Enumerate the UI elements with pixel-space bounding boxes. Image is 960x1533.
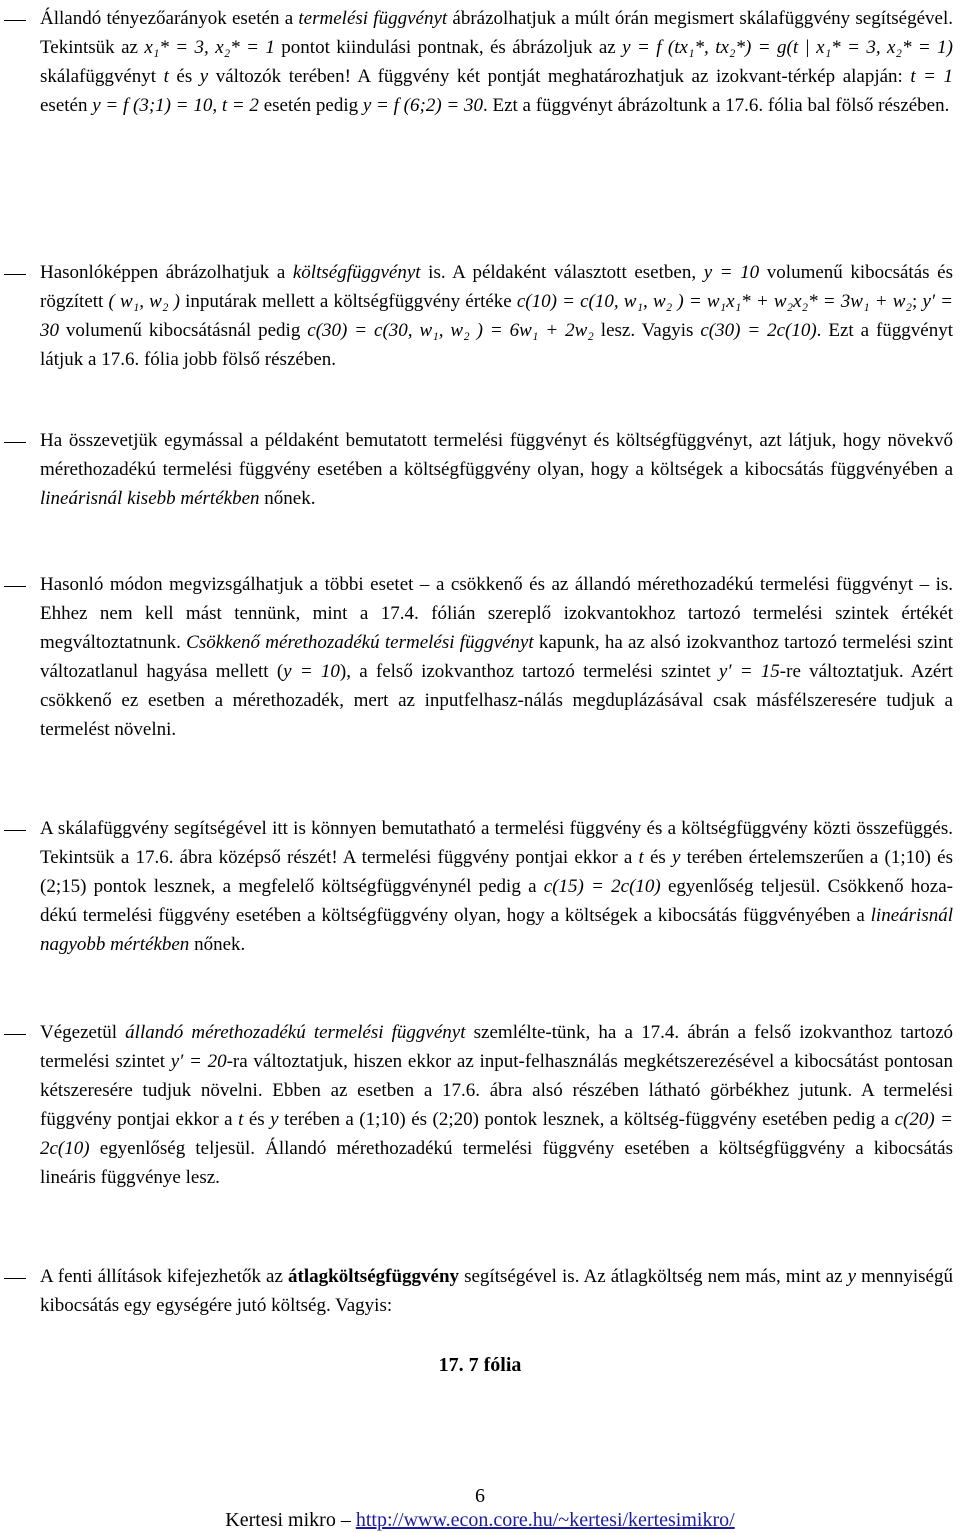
formula: y′ = 20 bbox=[170, 1051, 227, 1072]
formula: t = 1 bbox=[910, 66, 954, 87]
formula: c(20) = 2c(10) bbox=[40, 1109, 953, 1159]
variable: y bbox=[270, 1109, 279, 1130]
text: inputárak mellett a költségfüggvény értéke bbox=[179, 291, 517, 312]
text: terében a (1;10) és (2;20) pontok lesznek, a költség-függvény esetében pedig a bbox=[278, 1109, 895, 1130]
text: Hasonlóképpen ábrázolhatjuk a bbox=[40, 262, 293, 283]
footer-link[interactable]: http://www.econ.core.hu/~kertesi/kertesimikro/ bbox=[355, 1509, 735, 1531]
formula: y = 10 bbox=[703, 262, 760, 283]
text: esetén pedig bbox=[258, 95, 363, 116]
text: szemlélte-tünk, ha a 17.4. ábrán a felső izokvanthoz tartozó termelési szintet bbox=[40, 1022, 954, 1072]
page-number: 6 bbox=[475, 1485, 485, 1507]
formula: t = 2 bbox=[221, 95, 259, 116]
text: Ha összevetjük egymással a példaként bemutatott termelési függvényt és költségfüggvényt, azt látjuk, hogy növekvő mérethozadékú termelési függvény esetében a költségfüggvény olyan, hogy a költségek a kibocsátás függvényében a bbox=[40, 430, 953, 480]
variable: t bbox=[163, 66, 169, 87]
text: Hasonló módon megvizsgálhatjuk a többi esetet – a csökkenő és az állandó mérethozadékú termelési függvényt – is. Ehhez nem kell mást tennünk, mint a 17.4. fólián szereplő izokvantokhoz tartozó termelési szintek értékét megváltoztatnunk. bbox=[40, 574, 953, 653]
text: és bbox=[243, 1109, 271, 1130]
paragraph-4 bbox=[40, 570, 953, 744]
text: kapunk, ha az alsó izokvanthoz tartozó termelési szint változatlanul hagyása mellett ( bbox=[40, 632, 953, 682]
variable: y bbox=[847, 1266, 857, 1287]
page-footer bbox=[0, 1509, 960, 1532]
variable: y bbox=[672, 847, 681, 868]
formula: ( w₁, w₂ ) bbox=[108, 291, 180, 312]
text: egyenlőség teljesül. Állandó mérethozadékú termelési függvény esetében a költségfüggvény a kibocsátás lineáris függvénye lesz. bbox=[40, 1138, 953, 1188]
dash-bullet bbox=[4, 442, 26, 443]
text: . Ezt a függvényt ábrázoltunk a 17.6. fólia bal fölső részében. bbox=[482, 95, 950, 116]
text: terében értelemszerűen a (1;10) és (2;15) pontok lesznek, a megfelelő költségfüggvénynél pedig a bbox=[40, 847, 953, 897]
paragraph-1 bbox=[40, 4, 953, 120]
paragraph-5 bbox=[40, 814, 953, 959]
formula: y = f (3;1) = 10 bbox=[92, 95, 213, 116]
formula: y′ = 15 bbox=[718, 661, 780, 682]
text: változók terében! A függvény két pontját meghatározhatjuk az izokvant-térkép alapján: bbox=[208, 66, 911, 87]
bold-term: átlagköltségfüggvény bbox=[288, 1266, 460, 1287]
text: skálafüggvényt bbox=[40, 66, 164, 87]
text: pontot kiindulási pontnak, és ábrázoljuk az bbox=[274, 37, 623, 58]
paragraph-2 bbox=[40, 258, 953, 374]
formula: c(10) = c(10, w₁, w₂ ) = w₁x₁* + w₂x₂* = 3w₁ + w₂ bbox=[516, 291, 912, 312]
paragraph-3 bbox=[40, 426, 953, 513]
paragraph-7 bbox=[40, 1262, 953, 1320]
text: volumenű kibocsátás és rögzített bbox=[40, 262, 953, 312]
dash-bullet bbox=[4, 830, 26, 831]
variable: t bbox=[638, 847, 644, 868]
text: ; bbox=[911, 291, 923, 312]
text: A skálafüggvény segítségével itt is könnyen bemutatható a termelési függvény és a költségfüggvény közti összefüggés. Tekintsük a 17.6. ábra középső részét! A termelési függvény pontjai ekkor a bbox=[40, 818, 953, 868]
text: Végezetül bbox=[40, 1022, 126, 1043]
formula: y = 10 bbox=[283, 661, 340, 682]
formula: x₁* = 3, x₂* = 1 bbox=[144, 37, 275, 58]
dash-bullet bbox=[4, 1034, 26, 1035]
text: esetén bbox=[40, 95, 93, 116]
text: -re változtatjuk. Azért csökkenő ez esetben a mérethozadék, mert az inputfelhasz-nálás megduplázásával csak másfélszeresére tudjuk a termelést növelni. bbox=[40, 661, 953, 740]
dash-bullet bbox=[4, 20, 26, 21]
text: nőnek. bbox=[189, 934, 246, 955]
text: . Ezt a függvényt látjuk a 17.6. fólia jobb fölső részében. bbox=[40, 320, 953, 370]
text: -ra változtatjuk, hiszen ekkor az input-felhasználás megkétszerezésével a kibocsátást pontosan kétszeresére tudjuk növelni. Ebben az esetben a 17.6. ábra alsó részében látható görbékhez jutunk. A termelési függvény pontjai ekkor a bbox=[40, 1051, 953, 1130]
text: , bbox=[212, 95, 222, 116]
emphasis: lineárisnál nagyobb mértékben bbox=[40, 905, 953, 955]
formula: y = f (6;2) = 30 bbox=[362, 95, 483, 116]
text: volumenű kibocsátásnál pedig bbox=[59, 320, 308, 341]
formula: c(15) = 2c(10) bbox=[543, 876, 661, 897]
dash-bullet bbox=[4, 586, 26, 587]
text: A fenti állítások kifejezhetők az bbox=[40, 1266, 289, 1287]
text: egyenlőség teljesül. Csökkenő hoza-dékú termelési függvény esetében a költségfüggvény olyan, hogy a költségek a kibocsátás függvényében a bbox=[40, 876, 954, 926]
formula: y = f (tx₁*, tx₂*) = g(t | x₁* = 3, x₂* = 1) bbox=[622, 37, 953, 58]
formula: c(30) = 2c(10) bbox=[700, 320, 817, 341]
text: Állandó tényezőarányok esetén a bbox=[40, 8, 299, 29]
text: és bbox=[168, 66, 200, 87]
footer-separator: – bbox=[340, 1509, 351, 1531]
text: lesz. Vagyis bbox=[593, 320, 701, 341]
variable: y bbox=[199, 66, 209, 87]
emphasis: lineárisnál kisebb mértékben bbox=[40, 488, 260, 509]
emphasis: termelési függvényt bbox=[298, 8, 448, 29]
paragraph-6 bbox=[40, 1018, 953, 1192]
formula: y′ = 30 bbox=[40, 291, 954, 341]
emphasis: Csökkenő mérethozadékú termelési függvényt bbox=[186, 632, 534, 653]
text: is. A példaként választott esetben, bbox=[420, 262, 704, 283]
text: ), a felső izokvanthoz tartozó termelési szintet bbox=[339, 661, 719, 682]
dash-bullet bbox=[4, 274, 26, 275]
text: segítségével is. Az átlagköltség nem más, mint az bbox=[459, 1266, 848, 1287]
text: mennyiségű kibocsátás egy egységére jutó költség. Vagyis: bbox=[40, 1266, 953, 1316]
text: nőnek. bbox=[259, 488, 316, 509]
variable: t bbox=[238, 1109, 244, 1130]
text: és bbox=[643, 847, 672, 868]
footer-author: Kertesi mikro bbox=[225, 1509, 336, 1531]
emphasis: költségfüggvényt bbox=[292, 262, 421, 283]
slide-heading: 17. 7 fólia bbox=[438, 1354, 522, 1376]
text: ábrázolhatjuk a múlt órán megismert skálafüggvény segítségével. Tekintsük az bbox=[40, 8, 953, 58]
emphasis: állandó mérethozadékú termelési függvényt bbox=[125, 1022, 466, 1043]
formula: c(30) = c(30, w₁, w₂ ) = 6w₁ + 2w₂ bbox=[307, 320, 594, 341]
dash-bullet bbox=[4, 1278, 26, 1279]
